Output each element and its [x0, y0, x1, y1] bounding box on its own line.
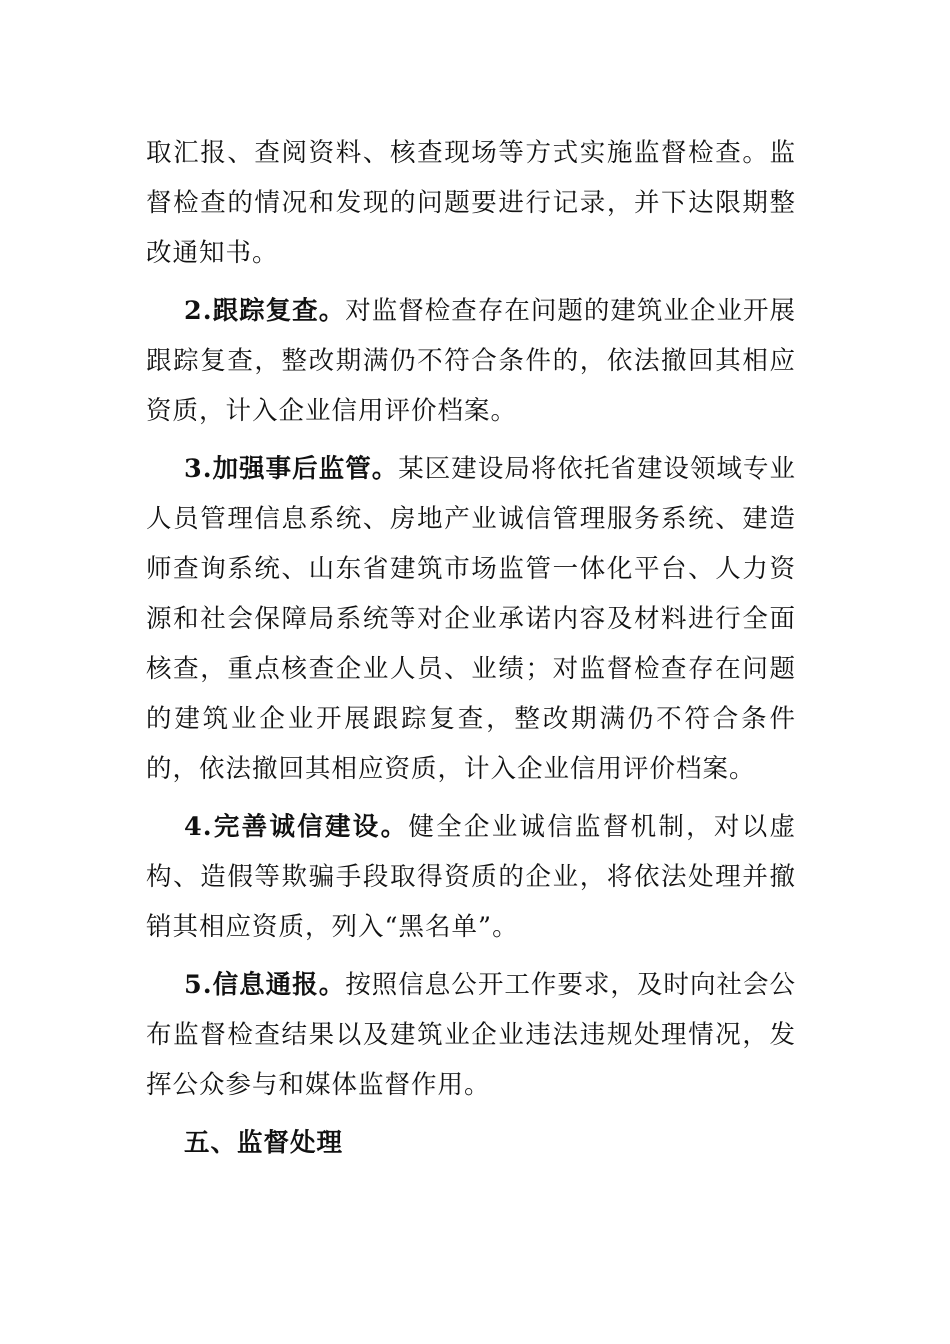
paragraph-text: 取汇报、查阅资料、核查现场等方式实施监督检查。监督检查的情况和发现的问题要进行记录，并下达限期整改通知书。 [146, 138, 796, 268]
paragraph-continuation [146, 128, 796, 278]
paragraph-lead: 5.信息通报。 [184, 970, 346, 1000]
document-body [146, 128, 796, 1176]
section-heading: 五、监督处理 [184, 1128, 344, 1158]
paragraph-lead: 3.加强事后监管。 [184, 454, 399, 484]
paragraph-information-notice [146, 960, 796, 1110]
paragraph-lead: 4.完善诚信建设。 [184, 812, 409, 842]
paragraph-post-supervision [146, 444, 796, 794]
paragraph-credit-building [146, 802, 796, 952]
paragraph-text: 按照信息公开工作要求，及时向社会公布监督检查结果以及建筑业企业违法违规处理情况，发挥公众参与和媒体监督作用。 [146, 970, 796, 1100]
paragraph-text: 某区建设局将依托省建设领域专业人员管理信息系统、房地产业诚信管理服务系统、建造师查询系统、山东省建筑市场监管一体化平台、人力资源和社会保障局系统等对企业承诺内容及材料进行全面核查，重点核查企业人员、业绩；对监督检查存在问题的建筑业企业开展跟踪复查，整改期满仍不符合条件的，依法撤回其相应资质，计入企业信用评价档案。 [146, 454, 796, 784]
paragraph-tracking-review [146, 286, 796, 436]
paragraph-lead: 2.跟踪复查。 [184, 296, 346, 326]
paragraph-text: 对监督检查存在问题的建筑业企业开展跟踪复查，整改期满仍不符合条件的，依法撤回其相应资质，计入企业信用评价档案。 [146, 296, 796, 426]
paragraph-text: 健全企业诚信监督机制，对以虚构、造假等欺骗手段取得资质的企业，将依法处理并撤销其相应资质，列入“黑名单”。 [146, 812, 796, 942]
